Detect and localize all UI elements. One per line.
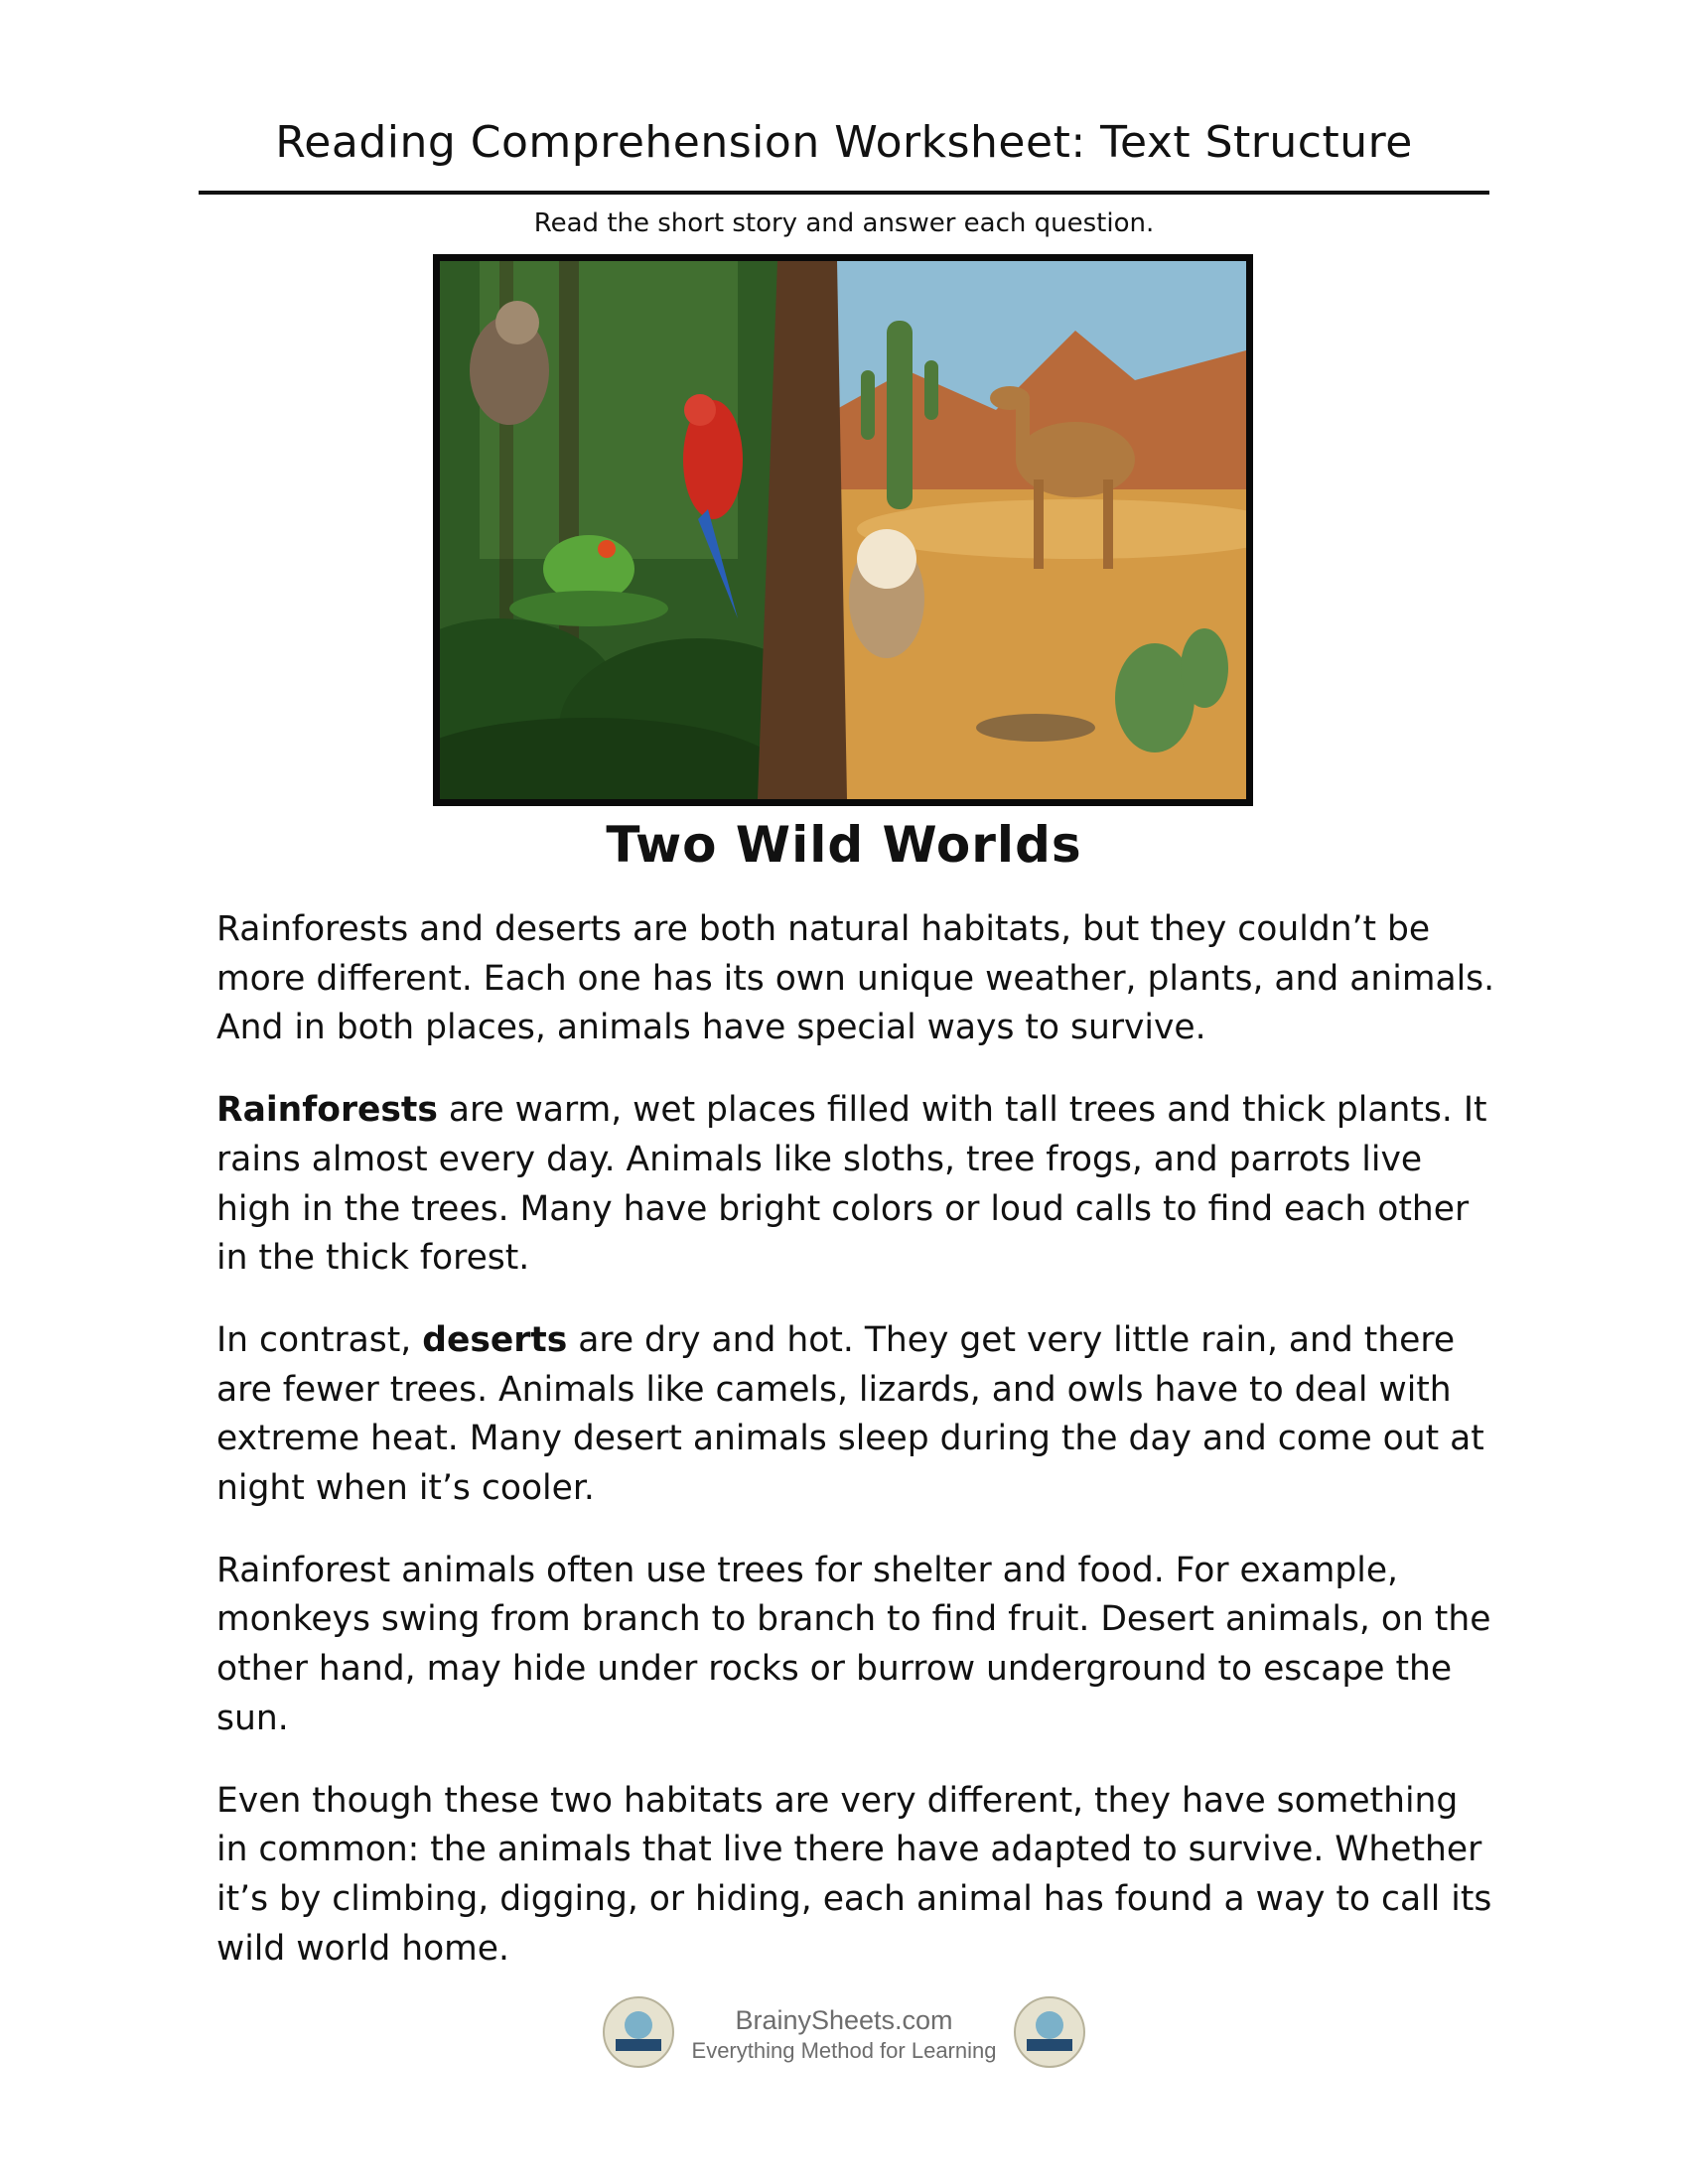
- keyword-deserts: deserts: [422, 1319, 568, 1360]
- story-illustration: [433, 254, 1253, 806]
- paragraph-deserts-lead: In contrast,: [216, 1319, 423, 1360]
- paragraph-rainforests-text: are warm, wet places filled with tall trees and thick plants. It rains almost every day. Animals like sloths, tree frogs, and parrots live high in the trees. Many have bright colors or loud calls to find each other in the thick forest.: [216, 1090, 1487, 1279]
- paragraph-deserts: [216, 1316, 1497, 1514]
- paragraph-shelter: Rainforest animals often use trees for shelter and food. For example, monkeys swing from branch to branch to find fruit. Desert animals, on the other hand, may hide under rocks or burrow underground to escape the sun.: [216, 1550, 1491, 1738]
- paragraph-deserts-text: are dry and hot. They get very little rain, and there are fewer trees. Animals like camels, lizards, and owls have to deal with extreme heat. Many desert animals sleep during the day and come out at night when it’s cooler.: [216, 1319, 1484, 1509]
- brand-logo-icon: [602, 1995, 675, 2069]
- brand-tagline: Everything Method for Learning: [691, 2038, 997, 2063]
- paragraph-intro: Rainforests and deserts are both natural habitats, but they couldn’t be more different. Each one has its own unique weather, plants, and animals. And in both places, animals have special ways to survive.: [216, 909, 1495, 1048]
- story-title: Two Wild Worlds: [606, 816, 1082, 874]
- story-text: [216, 905, 1497, 2006]
- title-divider: [199, 191, 1489, 195]
- brand-logo-icon: [1013, 1995, 1086, 2069]
- instructions: Read the short story and answer each question.: [533, 208, 1155, 238]
- keyword-rainforests: Rainforests: [216, 1090, 438, 1131]
- worksheet-title: Reading Comprehension Worksheet: Text Structure: [275, 117, 1413, 168]
- paragraph-rainforests: [216, 1086, 1497, 1284]
- footer: [0, 1995, 1688, 2075]
- brand-site: BrainySheets.com: [735, 2005, 953, 2035]
- paragraph-conclusion: Even though these two habitats are very different, they have something in common: the animals that live there have adapted to survive. Whether it’s by climbing, digging, or hiding, each animal has found a way to call its wild world home.: [216, 1780, 1492, 1969]
